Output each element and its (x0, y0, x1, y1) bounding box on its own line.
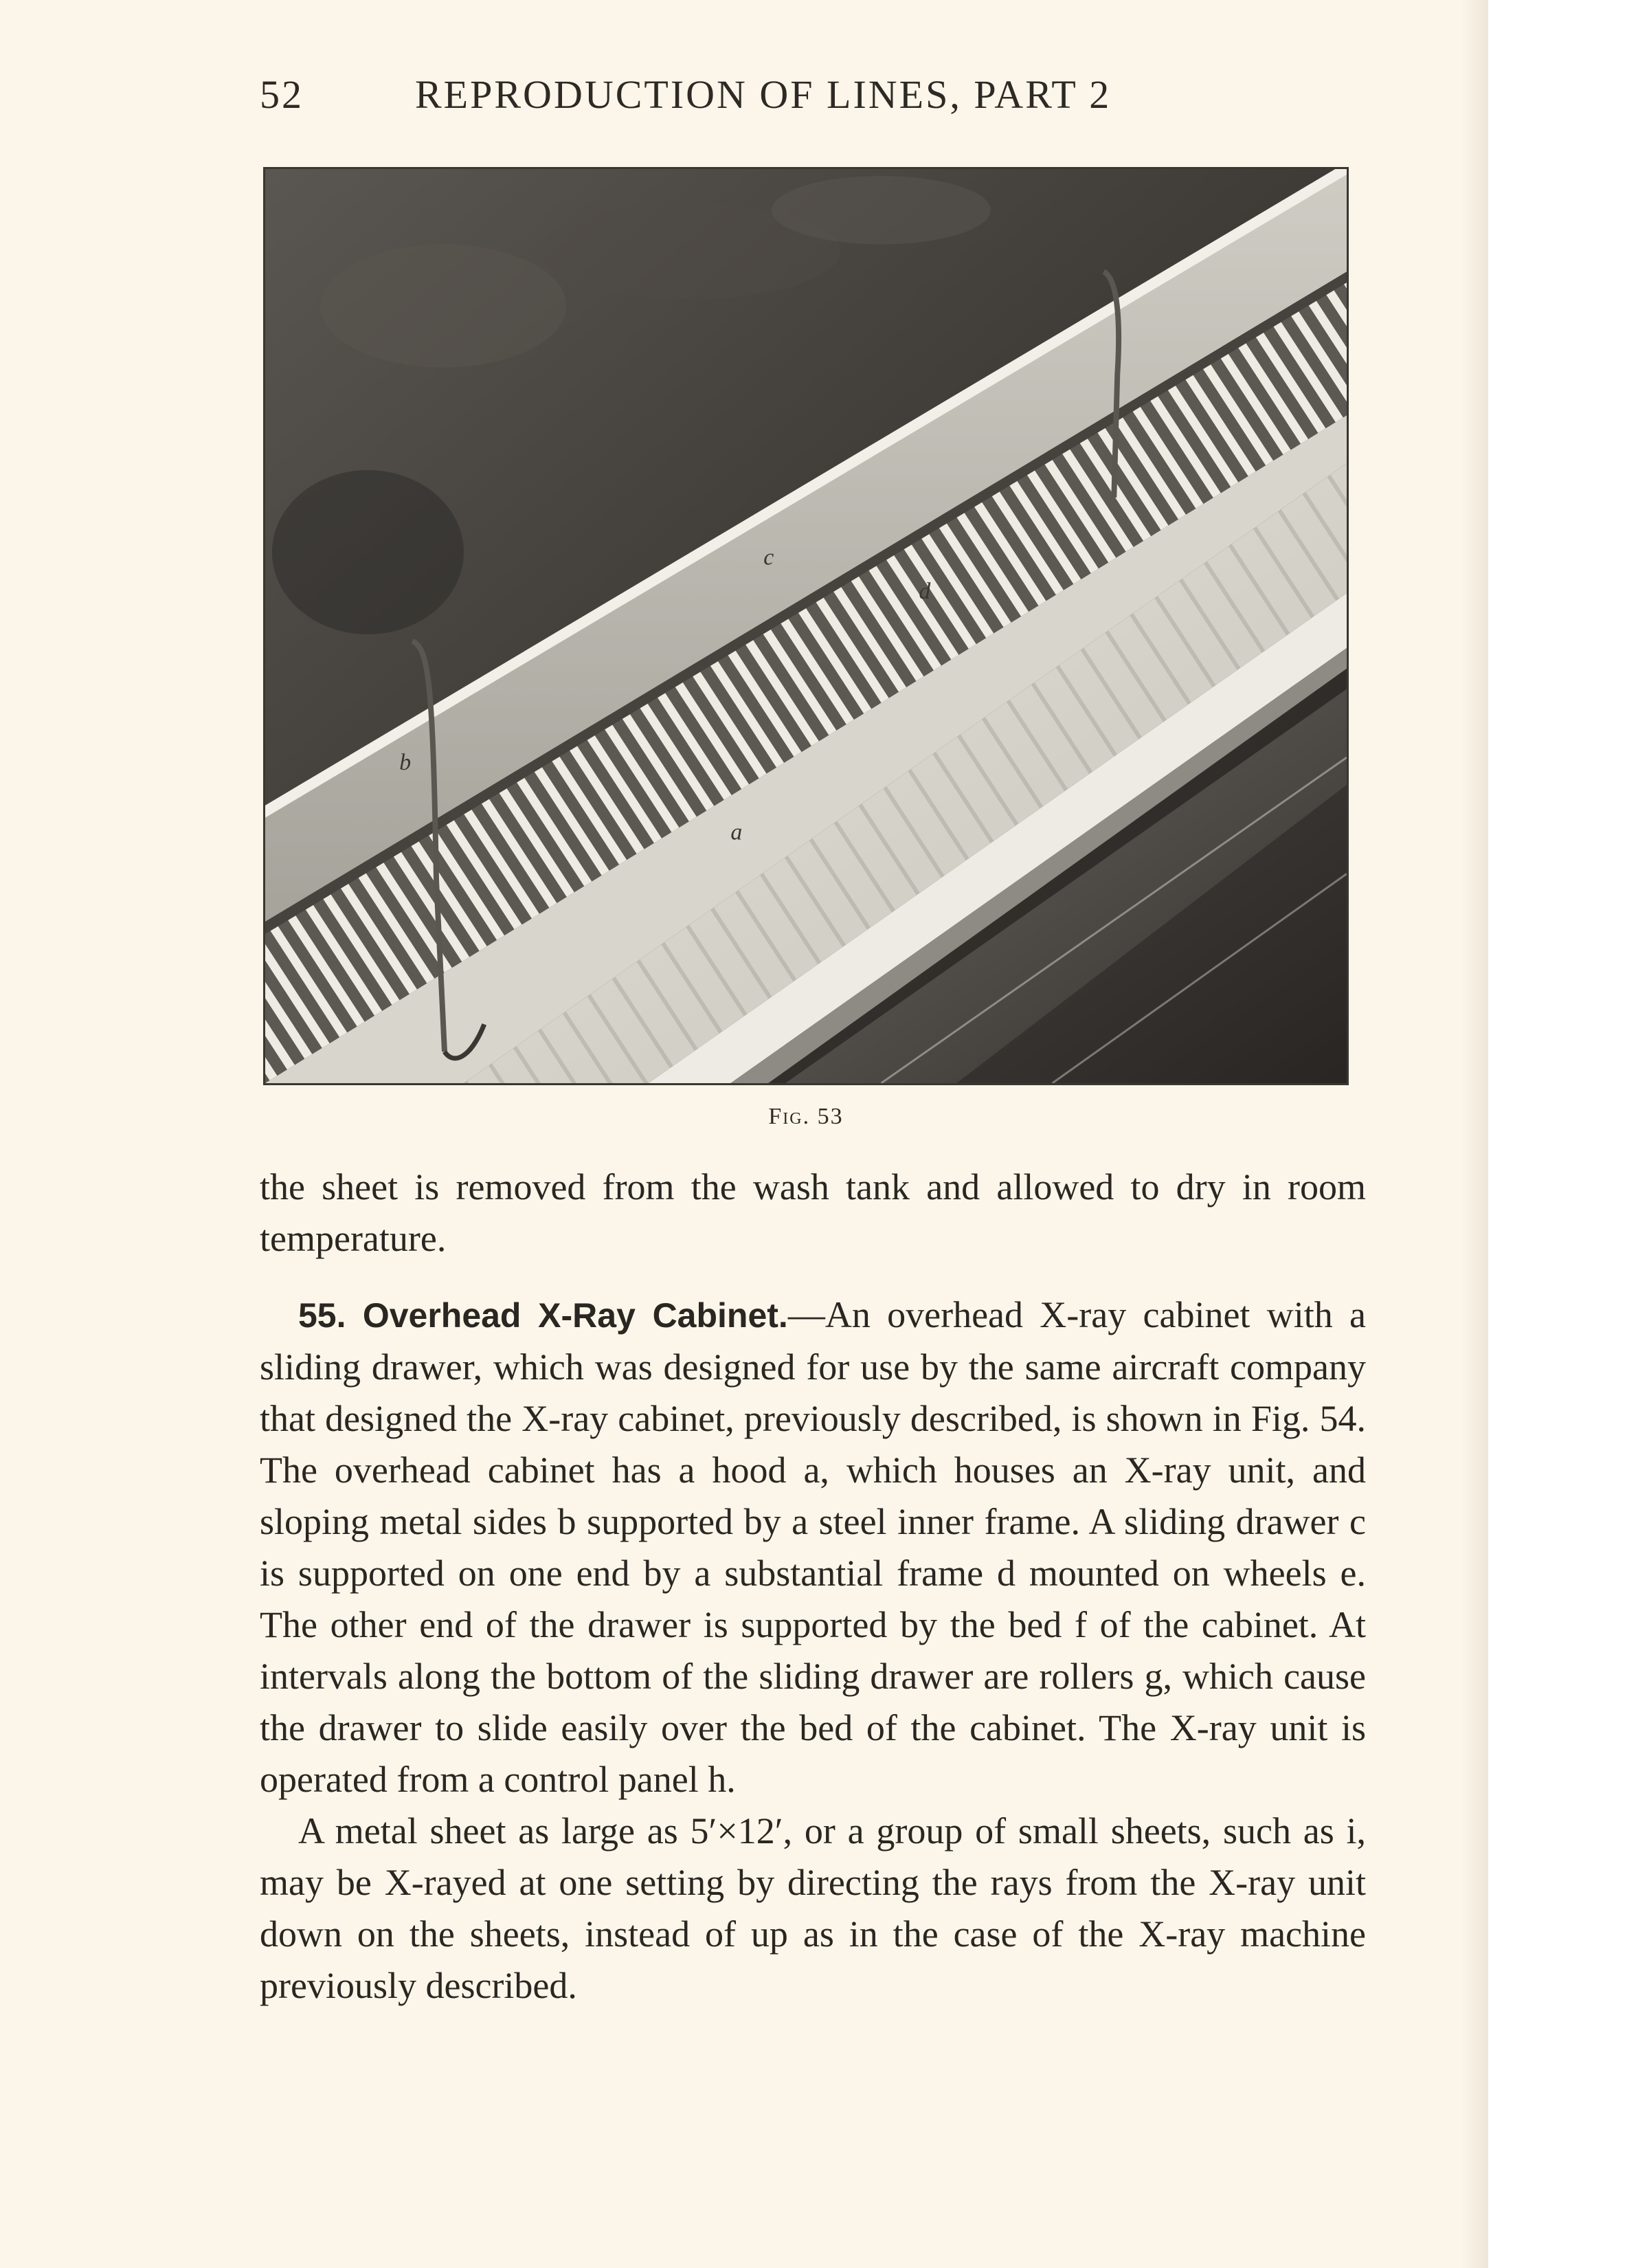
paragraph-metal-sheet: A metal sheet as large as 5′×12′, or a group of small sheets, such as i, may be X-rayed at one setting by directing the rays from the X-ray unit down on the sheets, instead of up as in the case of the X-ray machine previously described. (260, 1810, 1366, 2006)
wash-tank-photo (265, 169, 1347, 1083)
figure-caption: Fig. 53 (768, 1104, 844, 1129)
running-title: REPRODUCTION OF LINES, PART 2 (415, 72, 1112, 117)
label-b: b (399, 750, 412, 776)
section-title: Overhead X-Ray Cabinet. (362, 1296, 788, 1335)
label-a: a (730, 819, 743, 845)
paragraph-section-55 (260, 1289, 1366, 1805)
paragraph-continuation: the sheet is removed from the wash tank and allowed to dry in room temperature. (260, 1166, 1366, 1259)
figure-photo (263, 167, 1349, 1085)
body-text (260, 1161, 1366, 2012)
page-number: 52 (260, 72, 304, 117)
label-d: d (919, 579, 931, 605)
section-number: 55. (298, 1296, 346, 1335)
section-body: —An overhead X-ray cabinet with a sliding drawer, which was designed for use by the same aircraft company that designed the X-ray cabinet, previously described, is shown in Fig. 54. The overhead cabinet has a hood a, which houses an X-ray unit, and sloping metal sides b supported by a steel inner frame. A sliding drawer c is supported on one end by a substantial frame d mounted on wheels e. The other end of the drawer is supported by the bed f of the cabinet. At intervals along the bottom of the sliding drawer are rollers g, which cause the drawer to slide easily over the bed of the cabinet. The X-ray unit is operated from a control panel h. (260, 1294, 1366, 1800)
running-head (260, 71, 1359, 126)
label-c: c (763, 544, 774, 570)
